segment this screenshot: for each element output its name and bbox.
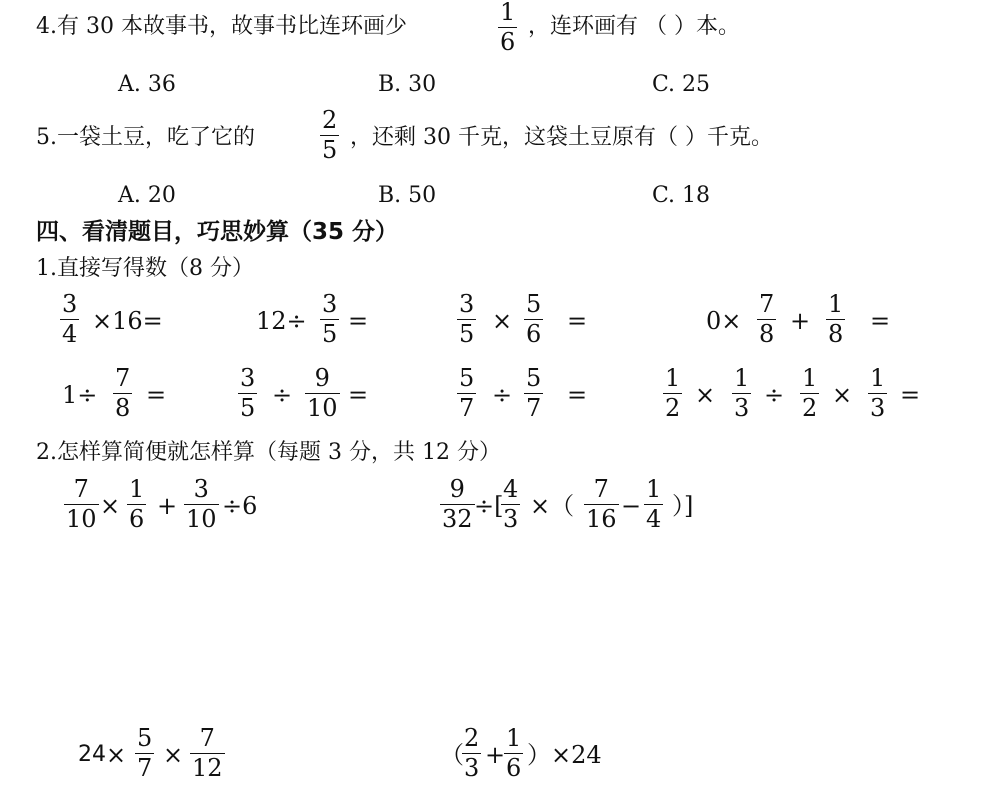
r1c-fraction-2 bbox=[524, 292, 543, 346]
r1d-operator: + bbox=[790, 307, 811, 335]
fraction-numerator: 1 bbox=[129, 475, 145, 503]
r1d-fraction-1 bbox=[757, 292, 776, 346]
q5-option-b: B. 50 bbox=[378, 183, 437, 208]
fraction-denominator: 2 bbox=[802, 394, 818, 422]
fraction-denominator: 6 bbox=[500, 28, 516, 56]
r2d-fraction-1 bbox=[663, 366, 682, 420]
r2b-fraction-1 bbox=[238, 366, 257, 420]
fraction-numerator: 7 bbox=[199, 724, 215, 752]
e1-fraction-2 bbox=[127, 477, 146, 531]
r2d-fraction-2 bbox=[732, 366, 751, 420]
r2d-equals: = bbox=[900, 381, 921, 409]
e1-fraction-3 bbox=[184, 477, 219, 531]
fraction-numerator: 1 bbox=[646, 475, 662, 503]
fraction-denominator: 10 bbox=[307, 394, 338, 422]
e2-fraction-3 bbox=[584, 477, 619, 531]
q5-text-tail: ，还剩 30 千克，这袋土豆原有（ ）千克。 bbox=[350, 125, 773, 150]
fraction-numerator: 9 bbox=[449, 475, 465, 503]
fraction-numerator: 1 bbox=[734, 364, 750, 392]
r2b-operator: ÷ bbox=[272, 381, 293, 409]
fraction-denominator: 5 bbox=[459, 320, 475, 348]
e4-tail: ）×24 bbox=[527, 741, 602, 769]
r1b-equals: = bbox=[348, 307, 369, 335]
r2c-operator: ÷ bbox=[492, 381, 513, 409]
r2d-operator-3: × bbox=[832, 381, 853, 409]
section-heading: 四、看清题目，巧思妙算（35 分） bbox=[36, 219, 399, 245]
fraction-denominator: 5 bbox=[322, 136, 338, 164]
e2-fraction-4 bbox=[644, 477, 663, 531]
fraction-numerator: 1 bbox=[870, 364, 886, 392]
fraction-denominator: 3 bbox=[464, 754, 480, 782]
fraction-numerator: 1 bbox=[665, 364, 681, 392]
e3-fraction-2 bbox=[190, 726, 225, 780]
fraction-denominator: 12 bbox=[192, 754, 223, 782]
r2a-equals: = bbox=[146, 381, 167, 409]
e2-fraction-1 bbox=[440, 477, 475, 531]
r2d-fraction-4 bbox=[868, 366, 887, 420]
fraction-numerator: 1 bbox=[500, 0, 516, 26]
r2d-operator-2: ÷ bbox=[764, 381, 785, 409]
fraction-denominator: 3 bbox=[870, 394, 886, 422]
q5-option-c: C. 18 bbox=[652, 183, 711, 208]
r2d-operator-1: × bbox=[695, 381, 716, 409]
fraction-denominator: 32 bbox=[442, 505, 473, 533]
fraction-numerator: 2 bbox=[464, 724, 480, 752]
q5-fraction bbox=[320, 108, 339, 162]
e4-fraction-1 bbox=[462, 726, 481, 780]
r1c-operator: × bbox=[492, 307, 513, 335]
fraction-numerator: 3 bbox=[240, 364, 256, 392]
fraction-denominator: 3 bbox=[503, 505, 519, 533]
fraction-denominator: 5 bbox=[322, 320, 338, 348]
r1d-fraction-2 bbox=[826, 292, 845, 346]
r2b-equals: = bbox=[348, 381, 369, 409]
e3-pre: 24 bbox=[78, 742, 106, 767]
q5-option-a: A. 20 bbox=[118, 183, 176, 208]
fraction-numerator: 9 bbox=[314, 364, 330, 392]
fraction-numerator: 3 bbox=[459, 290, 475, 318]
fraction-numerator: 4 bbox=[503, 475, 519, 503]
r2a-pre: 1÷ bbox=[62, 381, 98, 409]
r2c-fraction-2 bbox=[524, 366, 543, 420]
fraction-numerator: 1 bbox=[828, 290, 844, 318]
e2-operator-2: − bbox=[621, 492, 642, 520]
r2a-fraction bbox=[113, 366, 132, 420]
e3-fraction-1 bbox=[135, 726, 154, 780]
fraction-numerator: 1 bbox=[506, 724, 522, 752]
fraction-denominator: 7 bbox=[459, 394, 475, 422]
fraction-denominator: 2 bbox=[665, 394, 681, 422]
q5-text-lead: 5.一袋土豆，吃了它的 bbox=[36, 125, 255, 150]
r2b-fraction-2 bbox=[305, 366, 340, 420]
fraction-denominator: 8 bbox=[115, 394, 131, 422]
fraction-denominator: 16 bbox=[586, 505, 617, 533]
fraction-numerator: 3 bbox=[193, 475, 209, 503]
fraction-denominator: 6 bbox=[526, 320, 542, 348]
fraction-denominator: 7 bbox=[137, 754, 153, 782]
r1d-pre: 0× bbox=[706, 307, 742, 335]
e2-tail: ）] bbox=[672, 492, 694, 520]
fraction-numerator: 5 bbox=[526, 290, 542, 318]
q4-fraction bbox=[498, 0, 517, 54]
fraction-numerator: 5 bbox=[459, 364, 475, 392]
q4-text-tail: ，连环画有 （ ）本。 bbox=[528, 14, 740, 39]
fraction-denominator: 4 bbox=[646, 505, 662, 533]
fraction-numerator: 7 bbox=[759, 290, 775, 318]
part2-title: 2.怎样算简便就怎样算（每题 3 分，共 12 分） bbox=[36, 440, 501, 465]
fraction-denominator: 6 bbox=[129, 505, 145, 533]
fraction-numerator: 7 bbox=[593, 475, 609, 503]
q4-text-lead: 4.有 30 本故事书，故事书比连环画少 bbox=[36, 14, 407, 39]
e4-fraction-2 bbox=[504, 726, 523, 780]
e3-operator-1: × bbox=[106, 741, 127, 769]
e4-open-paren: （ bbox=[440, 741, 464, 769]
r1b-fraction bbox=[320, 292, 339, 346]
fraction-numerator: 7 bbox=[115, 364, 131, 392]
r2d-fraction-3 bbox=[800, 366, 819, 420]
r1c-fraction-1 bbox=[457, 292, 476, 346]
fraction-denominator: 3 bbox=[734, 394, 750, 422]
q4-option-a: A. 36 bbox=[118, 72, 176, 97]
fraction-numerator: 2 bbox=[322, 106, 338, 134]
e3-operator-2: × bbox=[163, 741, 184, 769]
e1-fraction-1 bbox=[64, 477, 99, 531]
e2-operator-1: ×（ bbox=[530, 492, 575, 520]
q4-option-c: C. 25 bbox=[652, 72, 711, 97]
fraction-denominator: 8 bbox=[759, 320, 775, 348]
e2-divide-bracket: ÷[ bbox=[474, 492, 504, 520]
fraction-numerator: 7 bbox=[73, 475, 89, 503]
r1a-rest: ×16= bbox=[92, 307, 163, 335]
fraction-denominator: 10 bbox=[66, 505, 97, 533]
e1-operator-2: + bbox=[157, 492, 178, 520]
fraction-denominator: 4 bbox=[62, 320, 78, 348]
fraction-numerator: 5 bbox=[526, 364, 542, 392]
fraction-numerator: 1 bbox=[802, 364, 818, 392]
fraction-denominator: 7 bbox=[526, 394, 542, 422]
e1-tail: ÷6 bbox=[222, 492, 258, 520]
fraction-denominator: 5 bbox=[240, 394, 256, 422]
r1d-equals: = bbox=[870, 307, 891, 335]
fraction-denominator: 10 bbox=[186, 505, 217, 533]
fraction-numerator: 3 bbox=[62, 290, 78, 318]
e4-operator-1: + bbox=[485, 741, 506, 769]
r1c-equals: = bbox=[567, 307, 588, 335]
r1b-pre: 12÷ bbox=[256, 307, 307, 335]
fraction-numerator: 3 bbox=[322, 290, 338, 318]
fraction-numerator: 5 bbox=[137, 724, 153, 752]
fraction-denominator: 6 bbox=[506, 754, 522, 782]
r1a-fraction bbox=[60, 292, 79, 346]
q4-option-b: B. 30 bbox=[378, 72, 437, 97]
e1-operator-1: × bbox=[100, 492, 121, 520]
r2c-fraction-1 bbox=[457, 366, 476, 420]
e2-fraction-2 bbox=[501, 477, 520, 531]
fraction-denominator: 8 bbox=[828, 320, 844, 348]
part1-title: 1.直接写得数（8 分） bbox=[36, 256, 254, 281]
r2c-equals: = bbox=[567, 381, 588, 409]
